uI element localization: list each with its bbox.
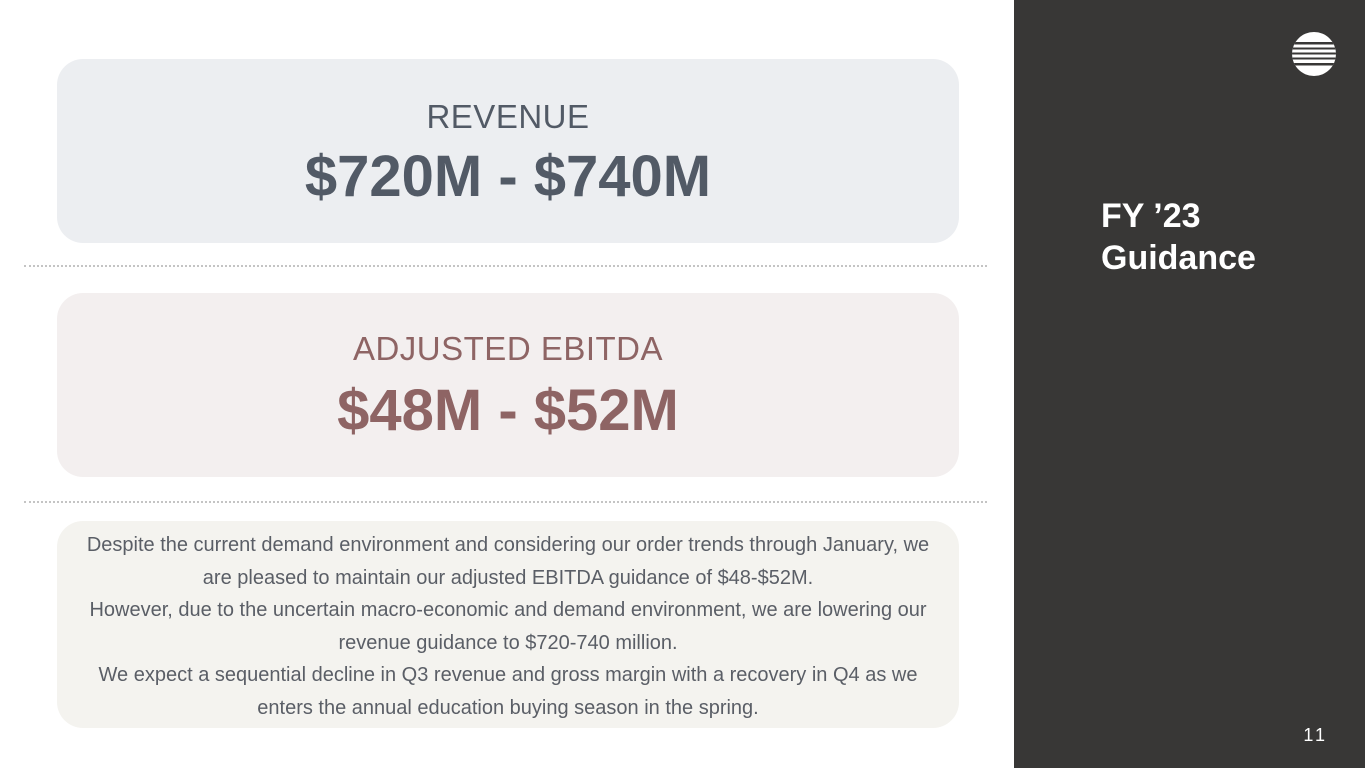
note-paragraph: Despite the current demand environment and considering our order trends through January, we are pleased to maintain our adjusted EBITDA guidance of $48-$52M. [86,534,930,589]
revenue-value: $720M - $740M [304,144,712,209]
guidance-note-card [57,521,959,728]
slide-title [1101,195,1256,279]
dotted-divider [24,265,987,267]
slide-title-line: Guidance [1101,239,1256,277]
sidebar-panel [1014,0,1365,768]
ebitda-label: ADJUSTED EBITDA [352,330,664,367]
dotted-divider [24,501,987,503]
ebitda-value: $48M - $52M [337,378,679,443]
note-paragraph: We expect a sequential decline in Q3 revenue and gross margin with a recovery in Q4 as we enters the annual education buying season in the spring. [98,664,918,719]
revenue-card [57,59,959,243]
slide-title-line: FY ’23 [1101,197,1201,235]
striped-circle-logo-icon [1292,32,1336,76]
ebitda-card [57,293,959,477]
revenue-label: REVENUE [426,98,590,135]
guidance-note-text [77,529,939,724]
note-paragraph: However, due to the uncertain macro-economic and demand environment, we are lowering our revenue guidance to $720-740 million. [89,599,927,654]
page-number: 11 [1303,725,1328,745]
